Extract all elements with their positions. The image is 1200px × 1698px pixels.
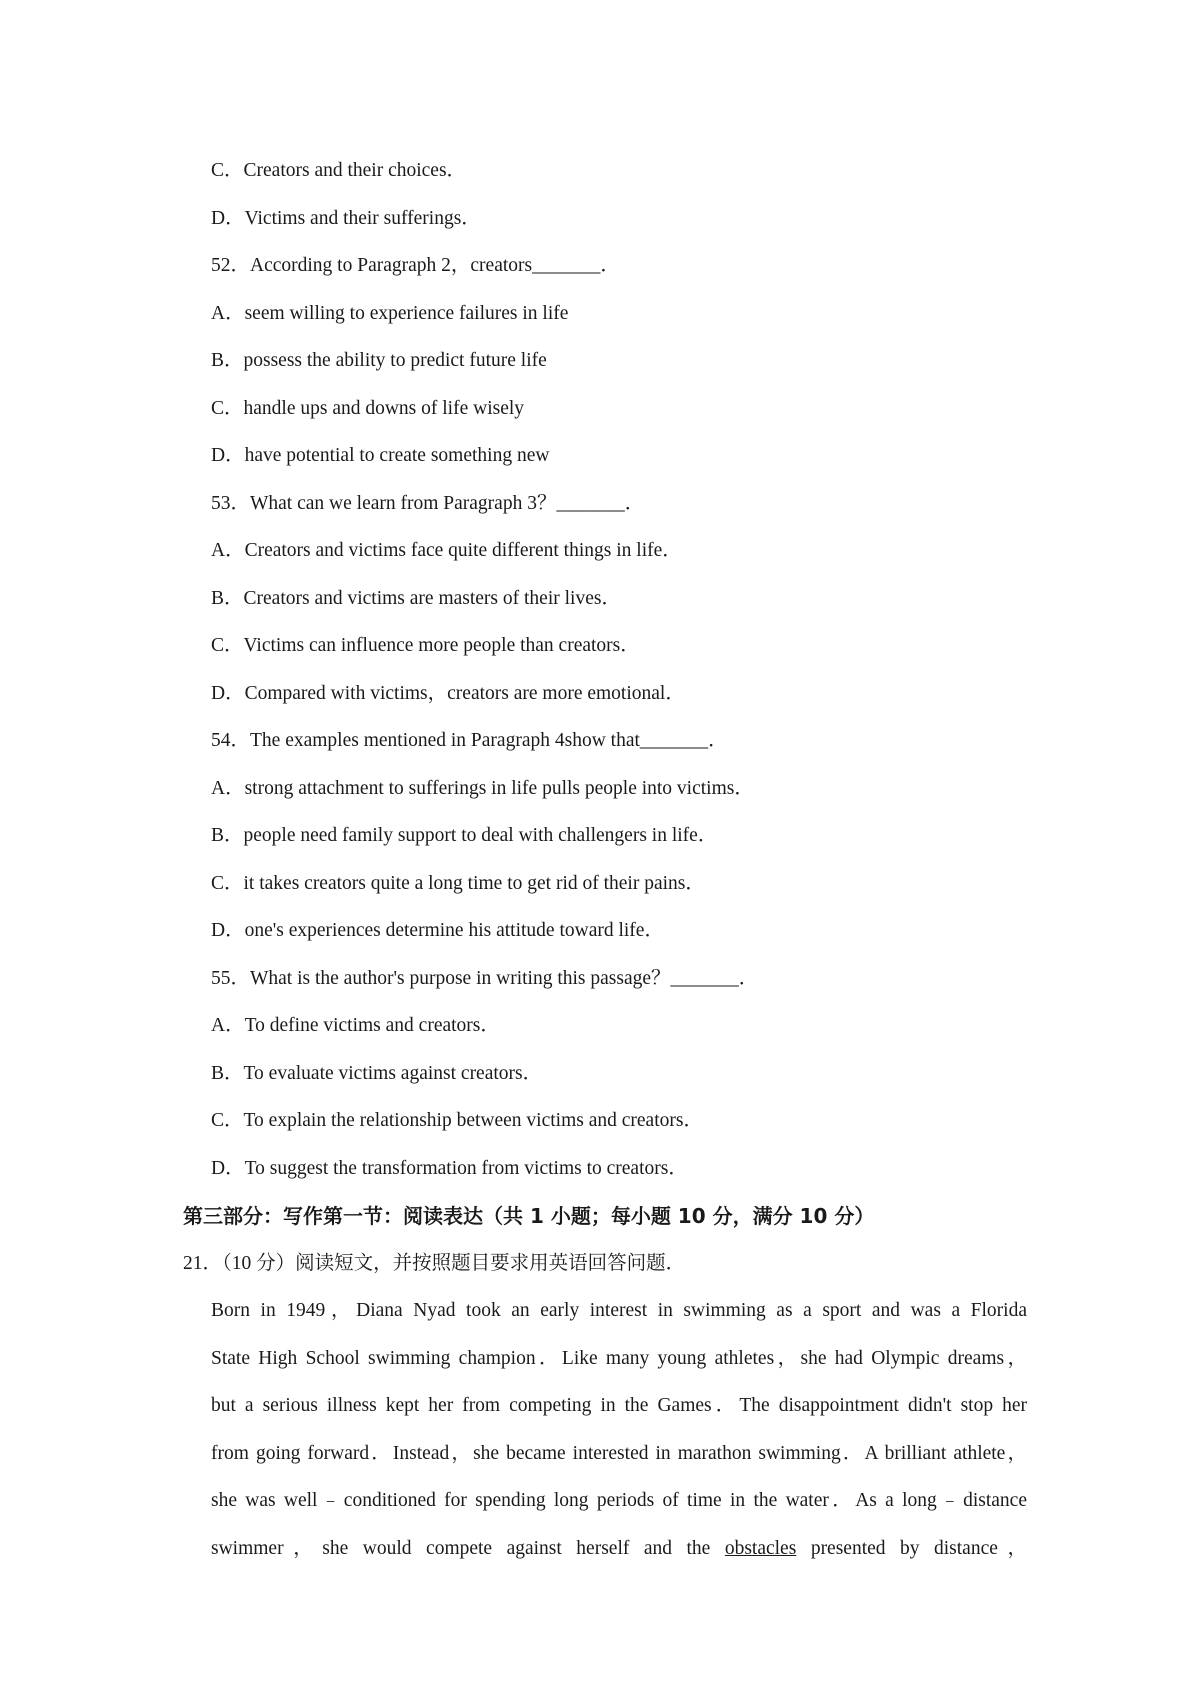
passage-line-6-end: presented by distance， — [810, 1538, 1028, 1559]
option-d-q53: D．Compared with victims，creators are more emotional． — [211, 683, 685, 704]
option-c-q53: C．Victims can influence more people than creators． — [211, 635, 640, 656]
option-a-q52: A．seem willing to experience failures in life — [211, 303, 569, 324]
section-heading: 第三部分：写作第一节：阅读表达（共 1 小题；每小题 10 分，满分 10 分） — [183, 1204, 875, 1228]
option-c-q54: C．it takes creators quite a long time to get rid of their pains． — [211, 873, 705, 894]
option-d-q54: D．one's experiences determine his attitude toward life． — [211, 920, 664, 941]
option-d-q55: D．To suggest the transformation from victims to creators． — [211, 1158, 688, 1179]
passage-line-6 — [211, 1536, 1027, 1562]
option-b-q52: B．possess the ability to predict future life — [211, 350, 547, 371]
question-53: 53．What can we learn from Paragraph 3？_______． — [211, 493, 645, 514]
passage-line-4: from going forward．Instead，she became interested in marathon swimming．A brilliant athlete， — [211, 1443, 1027, 1464]
option-b-q55: B．To evaluate victims against creators． — [211, 1063, 543, 1084]
option-a-q55: A．To define victims and creators． — [211, 1015, 500, 1036]
option-c-q55: C．To explain the relationship between victims and creators． — [211, 1110, 703, 1131]
option-d-q51: D．Victims and their sufferings． — [211, 208, 481, 229]
passage-line-2: State High School swimming champion．Like many young athletes，she had Olympic dreams， — [211, 1348, 1027, 1369]
passage-line-5: she was well﹣conditioned for spending long periods of time in the water．As a long﹣distance — [211, 1490, 1027, 1511]
passage-line-3: but a serious illness kept her from competing in the Games．The disappointment didn't stop her — [211, 1395, 1027, 1416]
question-55: 55．What is the author's purpose in writing this passage？_______． — [211, 968, 759, 989]
option-c-q52: C．handle ups and downs of life wisely — [211, 398, 525, 419]
option-d-q52: D．have potential to create something new — [211, 445, 550, 466]
question-54: 54．The examples mentioned in Paragraph 4show that_______． — [211, 730, 728, 751]
question-52: 52．According to Paragraph 2，creators_______． — [211, 255, 620, 276]
underlined-word-obstacles: obstacles — [724, 1538, 797, 1559]
option-b-q54: B．people need family support to deal with challengers in life． — [211, 825, 718, 846]
option-c-q51: C．Creators and their choices． — [211, 160, 467, 181]
option-b-q53: B．Creators and victims are masters of their lives． — [211, 588, 621, 609]
passage-line-1: Born in 1949，Diana Nyad took an early interest in swimming as a sport and was a Florida — [211, 1300, 1027, 1321]
option-a-q53: A．Creators and victims face quite different things in life． — [211, 540, 682, 561]
question-21-prompt: 21．（10 分）阅读短文，并按照题目要求用英语回答问题． — [183, 1253, 686, 1274]
option-a-q54: A．strong attachment to sufferings in life pulls people into victims． — [211, 778, 754, 799]
passage-line-6-start: swimmer，she would compete against herself and the — [211, 1538, 711, 1559]
